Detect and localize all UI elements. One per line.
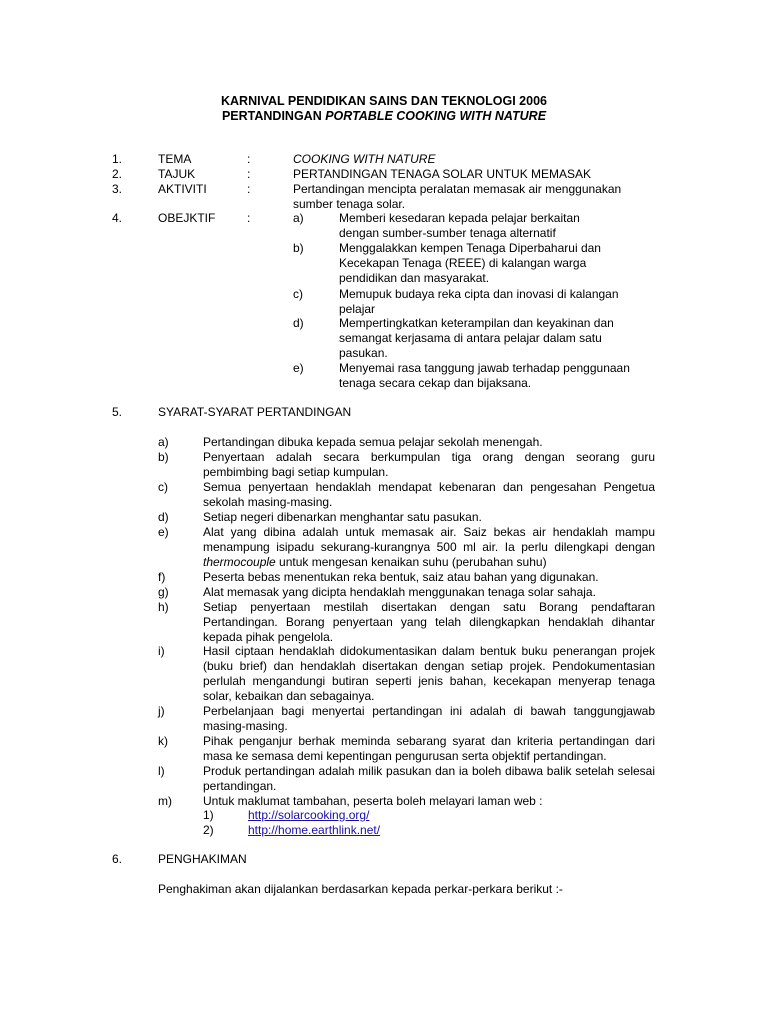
condition-text: Pertandingan dibuka kepada semua pelajar sekolah menengah. (203, 435, 543, 449)
link-earthlink[interactable]: http://home.earthlink.net/ (248, 823, 381, 837)
item-label-tema: TEMA (158, 152, 192, 166)
condition-text: Hasil ciptaan hendaklah didokumentasikan dalam bentuk buku penerangan projek (buku brief) dan hendaklah disertakan dengan setiap projek. Pendokumentasian perlulah mengandungi butiran seperti jenis bahan, kecekapan menyerap tenaga solar, kebaikan dan sebagainya. (203, 644, 655, 703)
objective-text: Menggalakkan kempen Tenaga Diperbaharui dan Kecekapan Tenaga (REEE) di kalangan warga pendidikan dan masyarakat. (339, 241, 601, 285)
condition-letter: d) (158, 510, 169, 524)
condition-text: Alat memasak yang dicipta hendaklah menggunakan tenaga solar sahaja. (203, 585, 596, 599)
section-heading-syarat: SYARAT-SYARAT PERTANDINGAN (158, 405, 352, 419)
document-title: KARNIVAL PENDIDIKAN SAINS DAN TEKNOLOGI 2006 (221, 94, 547, 108)
condition-letter: i) (158, 644, 165, 658)
item-value-aktiviti: Pertandingan mencipta peralatan memasak air menggunakan sumber tenaga solar. (293, 182, 622, 211)
condition-text: Perbelanjaan bagi menyertai pertandingan ini adalah di bawah tanggungjawab masing-masing. (203, 704, 655, 733)
objective-text: Memberi kesedaran kepada pelajar berkaitan dengan sumber-sumber tenaga alternatif (339, 211, 580, 240)
subtitle-prefix: PERTANDINGAN (221, 109, 326, 123)
objective-letter: c) (293, 287, 303, 301)
condition-text: Semua penyertaan hendaklah mendapat kebenaran dan pengesahan Pengetua sekolah masing-masing. (203, 480, 655, 509)
item-colon: : (247, 182, 251, 196)
section-paragraph: Penghakiman akan dijalankan berdasarkan kepada perkar-perkara berikut :- (158, 882, 563, 896)
condition-text: Peserta bebas menentukan reka bentuk, saiz atau bahan yang digunakan. (203, 570, 599, 584)
section-number: 6. (112, 852, 123, 866)
objective-letter: e) (293, 361, 304, 375)
section-heading-penghakiman: PENGHAKIMAN (158, 852, 247, 866)
condition-text: Penyertaan adalah secara berkumpulan tiga orang dengan seorang guru pembimbing bagi setiap kumpulan. (203, 450, 655, 479)
condition-letter: g) (158, 585, 169, 599)
item-colon: : (247, 152, 251, 166)
condition-text: Produk pertandingan adalah milik pasukan dan ia boleh dibawa balik setelah selesai pertandingan. (203, 764, 655, 793)
objective-letter: a) (293, 211, 304, 225)
item-value-tajuk: PERTANDINGAN TENAGA SOLAR UNTUK MEMASAK (293, 167, 592, 181)
condition-letter: k) (158, 734, 168, 748)
document-subtitle (0, 109, 768, 124)
condition-letter: m) (158, 794, 172, 808)
condition-text-part: untuk mengesan kenaikan suhu (perubahan suhu) (275, 555, 547, 569)
item-number: 4. (112, 211, 123, 225)
item-number: 2. (112, 167, 123, 181)
condition-letter: l) (158, 764, 165, 778)
objective-letter: d) (293, 316, 304, 330)
condition-letter: b) (158, 450, 169, 464)
objective-text: Menyemai rasa tanggung jawab terhadap penggunaan tenaga secara cekap dan bijaksana. (339, 361, 630, 390)
condition-letter: e) (158, 525, 169, 539)
condition-text: Untuk maklumat tambahan, peserta boleh melayari laman web : (203, 794, 543, 808)
subtitle-italic: PORTABLE COOKING WITH NATURE (325, 109, 547, 123)
condition-letter: f) (158, 570, 166, 584)
link-number: 2) (203, 823, 214, 837)
section-number: 5. (112, 405, 123, 419)
condition-letter: j) (158, 704, 165, 718)
item-colon: : (247, 167, 251, 181)
item-label-objektif: OBEJKTIF (158, 211, 216, 225)
condition-text: Setiap penyertaan mestilah disertakan dengan satu Borang pendaftaran Pertandingan. Borang penyertaan yang telah dilengkapkan hendaklah dihantar kepada pihak pengelola. (203, 600, 655, 644)
condition-text (203, 525, 655, 570)
objective-letter: b) (293, 241, 304, 255)
condition-letter: a) (158, 435, 169, 449)
item-value-tema: COOKING WITH NATURE (293, 152, 436, 166)
item-label-aktiviti: AKTIVITI (158, 182, 207, 196)
link-solarcooking[interactable]: http://solarcooking.org/ (248, 808, 370, 822)
condition-text-italic: thermocouple (203, 555, 276, 569)
condition-letter: c) (158, 480, 168, 494)
objective-text: Memupuk budaya reka cipta dan inovasi di kalangan pelajar (339, 287, 619, 316)
item-colon: : (247, 211, 251, 225)
condition-text-part: Alat yang dibina adalah untuk memasak air. Saiz bekas air hendaklah mampu menampung isipadu sekurang-kurangnya 500 ml air. Ia perlu dilengkapi dengan (203, 525, 655, 554)
link-number: 1) (203, 808, 214, 822)
condition-letter: h) (158, 600, 169, 614)
item-number: 1. (112, 152, 123, 166)
item-label-tajuk: TAJUK (158, 167, 196, 181)
condition-text: Pihak penganjur berhak meminda sebarang syarat dan kriteria pertandingan dari masa ke semasa demi kepentingan pengurusan serta objektif pertandingan. (203, 734, 655, 763)
objective-text: Mempertingkatkan keterampilan dan keyakinan dan semangat kerjasama di antara pelajar dalam satu pasukan. (339, 316, 614, 360)
item-number: 3. (112, 182, 123, 196)
condition-text: Setiap negeri dibenarkan menghantar satu pasukan. (203, 510, 482, 524)
